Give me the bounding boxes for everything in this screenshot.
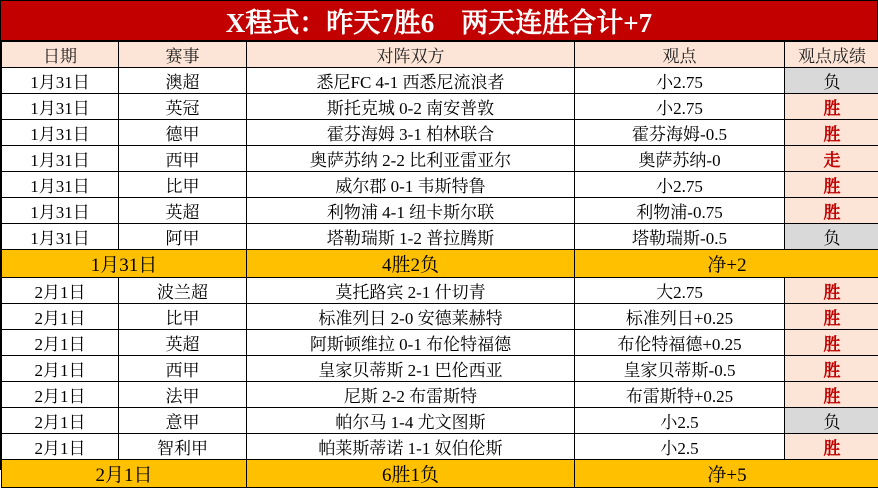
result-cell: 负 (785, 224, 878, 250)
match-cell: 阿斯顿维拉 0-1 布伦特福德 (247, 330, 575, 356)
match-cell: 奥萨苏纳 2-2 比利亚雷亚尔 (247, 146, 575, 172)
date-cell: 2月1日 (2, 382, 119, 408)
league-cell: 比甲 (119, 172, 247, 198)
table-row (2, 278, 878, 304)
pick-cell: 标准列日+0.25 (575, 304, 785, 330)
pick-cell: 小2.75 (575, 94, 785, 120)
league-cell: 英冠 (119, 94, 247, 120)
col-header-pick: 观点 (575, 42, 785, 68)
results-table (1, 41, 878, 488)
result-cell: 胜 (785, 172, 878, 198)
date-cell: 2月1日 (2, 278, 119, 304)
pick-cell: 利物浦-0.75 (575, 198, 785, 224)
table-row (2, 382, 878, 408)
table-row (2, 94, 878, 120)
match-cell: 皇家贝蒂斯 2-1 巴伦西亚 (247, 356, 575, 382)
summary-net-cell: 净+5 (575, 460, 878, 488)
match-cell: 帕莱斯蒂诺 1-1 奴伯伦斯 (247, 434, 575, 460)
page-title: X程式：昨天7胜6 两天连胜合计+7 (1, 1, 877, 41)
date-cell: 2月1日 (2, 304, 119, 330)
league-cell: 智利甲 (119, 434, 247, 460)
summary-date-cell: 2月1日 (2, 460, 247, 488)
result-cell: 胜 (785, 304, 878, 330)
league-cell: 英超 (119, 330, 247, 356)
pick-cell: 塔勒瑞斯-0.5 (575, 224, 785, 250)
league-cell: 比甲 (119, 304, 247, 330)
col-header-league: 赛事 (119, 42, 247, 68)
result-cell: 负 (785, 408, 878, 434)
date-cell: 2月1日 (2, 330, 119, 356)
match-cell: 塔勒瑞斯 1-2 普拉腾斯 (247, 224, 575, 250)
date-cell: 2月1日 (2, 408, 119, 434)
league-cell: 西甲 (119, 356, 247, 382)
result-cell: 胜 (785, 356, 878, 382)
pick-cell: 霍芬海姆-0.5 (575, 120, 785, 146)
pick-cell: 布雷斯特+0.25 (575, 382, 785, 408)
column-header-row (2, 42, 878, 68)
match-cell: 悉尼FC 4-1 西悉尼流浪者 (247, 68, 575, 94)
summary-record-cell: 4胜2负 (247, 250, 575, 278)
table-row (2, 172, 878, 198)
date-cell: 2月1日 (2, 356, 119, 382)
match-cell: 斯托克城 0-2 南安普敦 (247, 94, 575, 120)
result-cell: 胜 (785, 94, 878, 120)
result-cell: 胜 (785, 382, 878, 408)
table-row (2, 120, 878, 146)
league-cell: 阿甲 (119, 224, 247, 250)
league-cell: 意甲 (119, 408, 247, 434)
league-cell: 澳超 (119, 68, 247, 94)
date-cell: 1月31日 (2, 172, 119, 198)
pick-cell: 大2.75 (575, 278, 785, 304)
match-cell: 利物浦 4-1 纽卡斯尔联 (247, 198, 575, 224)
pick-cell: 小2.5 (575, 434, 785, 460)
date-cell: 1月31日 (2, 94, 119, 120)
date-cell: 2月1日 (2, 434, 119, 460)
table-row (2, 224, 878, 250)
result-cell: 胜 (785, 120, 878, 146)
match-cell: 威尔郡 0-1 韦斯特鲁 (247, 172, 575, 198)
league-cell: 德甲 (119, 120, 247, 146)
pick-cell: 小2.75 (575, 172, 785, 198)
league-cell: 法甲 (119, 382, 247, 408)
league-cell: 西甲 (119, 146, 247, 172)
pick-cell: 布伦特福德+0.25 (575, 330, 785, 356)
date-cell: 1月31日 (2, 224, 119, 250)
col-header-match: 对阵双方 (247, 42, 575, 68)
result-cell: 胜 (785, 198, 878, 224)
table-row (2, 304, 878, 330)
date-cell: 1月31日 (2, 68, 119, 94)
match-cell: 莫托路宾 2-1 什切青 (247, 278, 575, 304)
summary-record-cell: 6胜1负 (247, 460, 575, 488)
table-row (2, 434, 878, 460)
result-cell: 胜 (785, 434, 878, 460)
pick-cell: 奥萨苏纳-0 (575, 146, 785, 172)
match-cell: 标准列日 2-0 安德莱赫特 (247, 304, 575, 330)
summary-net-cell: 净+2 (575, 250, 878, 278)
match-cell: 帕尔马 1-4 尤文图斯 (247, 408, 575, 434)
col-header-date: 日期 (2, 42, 119, 68)
summary-date-cell: 1月31日 (2, 250, 247, 278)
table-row (2, 408, 878, 434)
pick-cell: 小2.75 (575, 68, 785, 94)
table-row (2, 146, 878, 172)
table-row (2, 330, 878, 356)
result-cell: 走 (785, 146, 878, 172)
league-cell: 英超 (119, 198, 247, 224)
result-cell: 负 (785, 68, 878, 94)
pick-cell: 小2.5 (575, 408, 785, 434)
day-summary-row (2, 460, 878, 488)
day-summary-row (2, 250, 878, 278)
league-cell: 波兰超 (119, 278, 247, 304)
table-row (2, 198, 878, 224)
result-cell: 胜 (785, 278, 878, 304)
col-header-result: 观点成绩 (785, 42, 878, 68)
date-cell: 1月31日 (2, 120, 119, 146)
result-cell: 胜 (785, 330, 878, 356)
table-row (2, 356, 878, 382)
table-row (2, 68, 878, 94)
date-cell: 1月31日 (2, 146, 119, 172)
match-cell: 尼斯 2-2 布雷斯特 (247, 382, 575, 408)
date-cell: 1月31日 (2, 198, 119, 224)
match-cell: 霍芬海姆 3-1 柏林联合 (247, 120, 575, 146)
pick-cell: 皇家贝蒂斯-0.5 (575, 356, 785, 382)
